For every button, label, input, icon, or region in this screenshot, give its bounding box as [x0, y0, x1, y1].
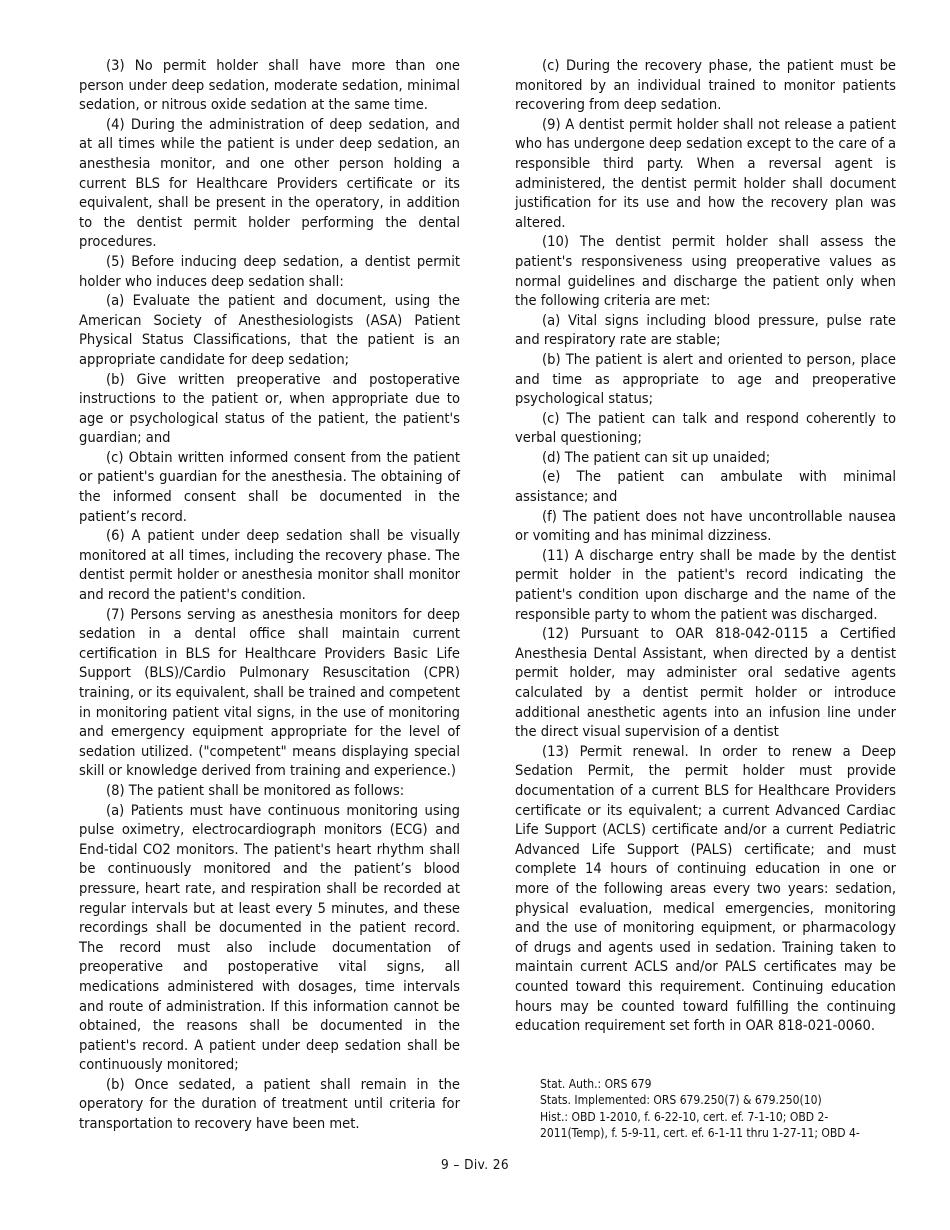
rule-paragraph: (b) Give written preoperative and postoperative instructions to the patient or, when appropriate due to age or psychological status of the patient, the patient's guardian; and — [79, 370, 460, 447]
right-column — [515, 56, 896, 1036]
rule-paragraph: (b) Once sedated, a patient shall remain in the operatory for the duration of treatment until criteria for transportation to recovery have been met. — [79, 1075, 460, 1133]
rule-paragraph: (c) The patient can talk and respond coherently to verbal questioning; — [515, 409, 896, 447]
left-column — [79, 56, 460, 1134]
rule-paragraph: (f) The patient does not have uncontrollable nausea or vomiting and has minimal dizziness. — [515, 507, 896, 545]
statutory-notes — [540, 1076, 896, 1142]
rule-paragraph: (9) A dentist permit holder shall not release a patient who has undergone deep sedation except to the care of a responsible third party. When a reversal agent is administered, the dentist permit holder shall document justification for its use and how the recovery plan was altered. — [515, 115, 896, 231]
rule-paragraph: (a) Patients must have continuous monitoring using pulse oximetry, electrocardiograph monitors (ECG) and End-tidal CO2 monitors. The patient's heart rhythm shall be continuously monitored and the patient’s blood pressure, heart rate, and respiration shall be recorded at regular intervals but at least every 5 minutes, and these recordings shall be documented in the patient record. The record must also include documentation of preoperative and postoperative vital signs, all medications administered with dosages, time intervals and route of administration. If this information cannot be obtained, the reasons shall be documented in the patient's record. A patient under deep sedation shall be continuously monitored; — [79, 801, 460, 1074]
rule-paragraph: (13) Permit renewal. In order to renew a Deep Sedation Permit, the permit holder must provide documentation of a current BLS for Healthcare Providers certificate or its equivalent; a current Advanced Cardiac Life Support (ACLS) certificate and/or a current Pediatric Advanced Life Support (PALS) certificate; and must complete 14 hours of continuing education in one or more of the following areas every two years: sedation, physical evaluation, medical emergencies, monitoring and the use of monitoring equipment, or pharmacology of drugs and agents used in sedation. Training taken to maintain current ACLS and/or PALS certificates may be counted toward this requirement. Continuing education hours may be counted toward fulfilling the continuing education requirement set forth in OAR 818-021-0060. — [515, 742, 896, 1035]
rule-paragraph: (3) No permit holder shall have more than one person under deep sedation, moderate sedation, minimal sedation, or nitrous oxide sedation at the same time. — [79, 57, 460, 114]
rule-paragraph: (b) The patient is alert and oriented to person, place and time as appropriate to age and preoperative psychological status; — [515, 350, 896, 408]
rule-paragraph: (4) During the administration of deep sedation, and at all times while the patient is under deep sedation, an anesthesia monitor, and one other person holding a current BLS for Healthcare Providers certificate or its equivalent, shall be present in the operatory, in addition to the dentist permit holder performing the dental procedures. — [79, 115, 460, 251]
rule-paragraph: (11) A discharge entry shall be made by the dentist permit holder in the patient's record indicating the patient's condition upon discharge and the name of the responsible party to whom the patient was discharged. — [515, 546, 896, 623]
rule-paragraph: (c) During the recovery phase, the patient must be monitored by an individual trained to monitor patients recovering from deep sedation. — [515, 57, 896, 114]
page-number: 9 – Div. 26 — [441, 1157, 509, 1173]
rule-history: Hist.: OBD 1-2010, f. 6-22-10, cert. ef. 7-1-10; OBD 2-2011(Temp), f. 5-9-11, cert. ef. 6-1-11 thru 1-27-11; OBD 4- — [540, 1109, 860, 1141]
rule-paragraph: (8) The patient shall be monitored as follows: — [106, 781, 405, 799]
rule-paragraph: (d) The patient can sit up unaided; — [542, 448, 771, 466]
rule-paragraph: (6) A patient under deep sedation shall be visually monitored at all times, including the recovery phase. The dentist permit holder or anesthesia monitor shall monitor and record the patient's condition. — [79, 527, 460, 604]
rule-paragraph: (e) The patient can ambulate with minimal assistance; and — [515, 468, 896, 506]
rule-paragraph: (a) Vital signs including blood pressure, pulse rate and respiratory rate are stable; — [515, 311, 896, 349]
rule-paragraph: (7) Persons serving as anesthesia monitors for deep sedation in a dental office shall maintain current certification in BLS for Healthcare Providers Basic Life Support (BLS)/Cardio Pulmonary Resuscitation (CPR) training, or its equivalent, shall be trained and competent in monitoring patient vital signs, in the use of monitoring and emergency equipment appropriate for the level of sedation utilized. ("competent" means displaying special skill or knowledge derived from training and experience.) — [79, 605, 460, 780]
rule-paragraph: (c) Obtain written informed consent from the patient or patient's guardian for the anesthesia. The obtaining of the informed consent shall be documented in the patient’s record. — [79, 448, 460, 525]
rule-paragraph: (a) Evaluate the patient and document, using the American Society of Anesthesiologists (ASA) Patient Physical Status Classifications, that the patient is an appropriate candidate for deep sedation; — [79, 292, 460, 368]
rule-paragraph: (5) Before inducing deep sedation, a dentist permit holder who induces deep sedation shall: — [79, 252, 460, 290]
rule-paragraph: (10) The dentist permit holder shall assess the patient's responsiveness using preoperative values as normal guidelines and discharge the patient only when the following criteria are met: — [515, 233, 896, 310]
rule-paragraph: (12) Pursuant to OAR 818-042-0115 a Certified Anesthesia Dental Assistant, when directed by a dentist permit holder, may administer oral sedative agents calculated by a dentist permit holder or introduce additional anesthetic agents into an infusion line under the direct visual supervision of a dentist — [515, 625, 896, 741]
statutes-implemented: Stats. Implemented: ORS 679.250(7) & 679.250(10) — [540, 1093, 822, 1108]
statutory-authority: Stat. Auth.: ORS 679 — [540, 1077, 652, 1091]
